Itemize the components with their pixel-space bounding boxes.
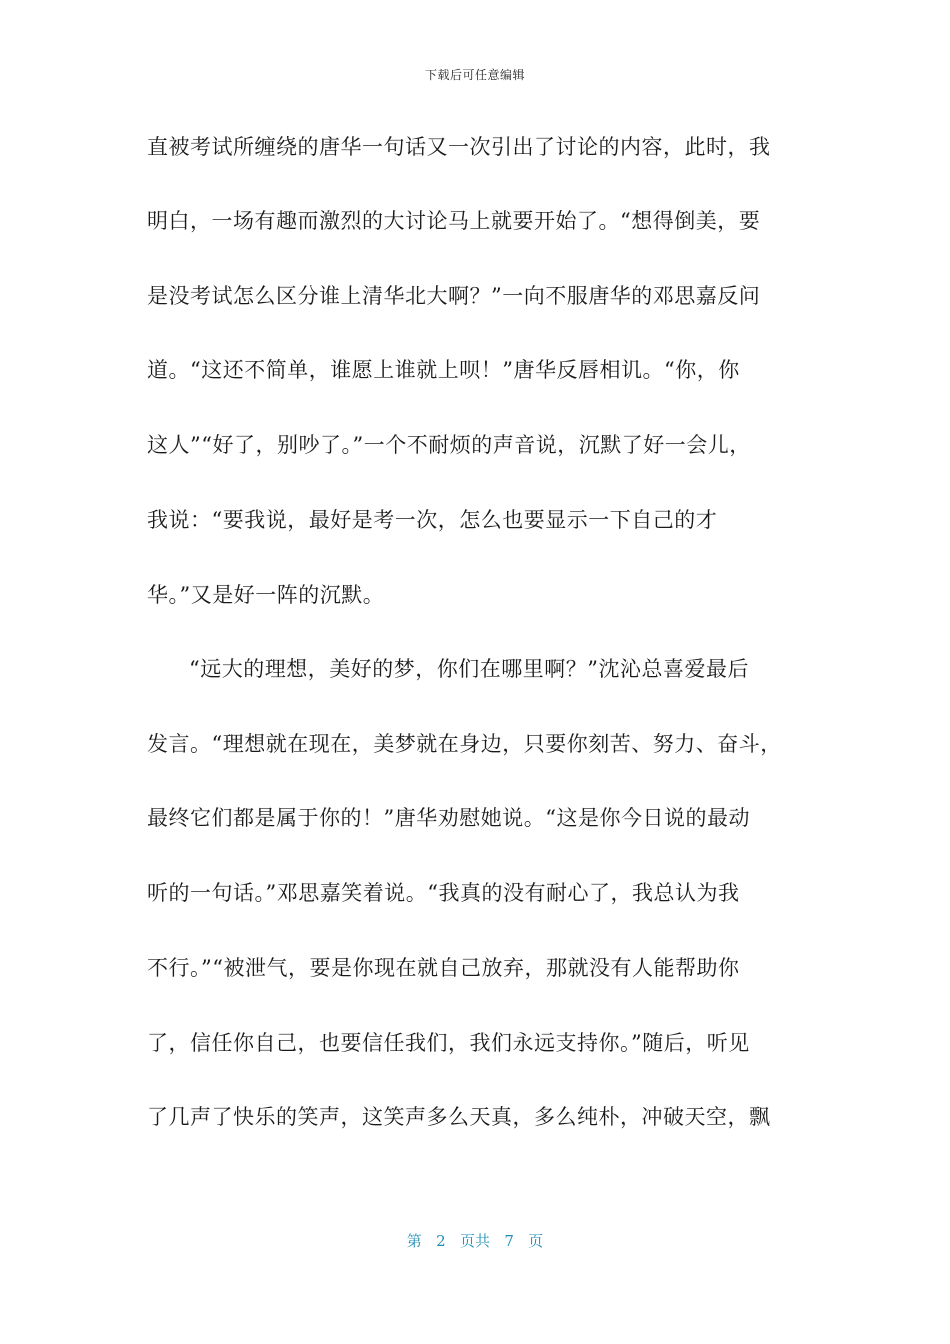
paragraph-line: 发言。“理想就在现在，美梦就在身边，只要你刻苦、努力、奋斗， [147, 732, 782, 756]
paragraph-line: 最终它们都是属于你的！”唐华劝慰她说。“这是你今日说的最动 [147, 806, 750, 830]
paragraph-line: 了，信任你自己，也要信任我们，我们永远支持你。”随后，听见 [147, 1031, 750, 1055]
total-pages-number: 7 [504, 1232, 514, 1250]
paragraph-line: 明白，一场有趣而激烈的大讨论马上就要开始了。“想得倒美，要 [147, 209, 761, 233]
footer-prefix: 第 [406, 1232, 422, 1250]
paragraph-line: 不行。”“被泄气，要是你现在就自己放弃，那就没有人能帮助你 [147, 956, 740, 980]
page-number-footer [0, 1230, 950, 1251]
paragraph-line: 道。“这还不简单，谁愿上谁就上呗！”唐华反唇相讥。“你，你 [147, 358, 740, 382]
paragraph-line: 听的一句话。”邓思嘉笑着说。“我真的没有耐心了，我总认为我 [147, 881, 740, 905]
paragraph-line: “远大的理想，美好的梦，你们在哪里啊？”沈沁总喜爱最后 [189, 657, 749, 681]
paragraph-line: 了几声了快乐的笑声，这笑声多么天真，多么纯朴，冲破天空，飘 [147, 1105, 771, 1129]
paragraph-line: 我说：“要我说，最好是考一次，怎么也要显示一下自己的才 [147, 508, 718, 532]
page-header-note: 下载后可任意编辑 [424, 68, 525, 82]
paragraph-line: 是没考试怎么区分谁上清华北大啊？”一向不服唐华的邓思嘉反问 [147, 284, 761, 308]
paragraph-line: 直被考试所缠绕的唐华一句话又一次引出了讨论的内容，此时，我 [147, 135, 771, 159]
paragraph-line: 华。”又是好一阵的沉默。 [147, 583, 385, 607]
footer-suffix: 页 [528, 1232, 544, 1250]
footer-middle: 页共 [459, 1232, 490, 1250]
current-page-number: 2 [436, 1232, 446, 1250]
paragraph-line: 这人”“好了，别吵了。”一个不耐烦的声音说，沉默了好一会儿， [147, 433, 751, 457]
